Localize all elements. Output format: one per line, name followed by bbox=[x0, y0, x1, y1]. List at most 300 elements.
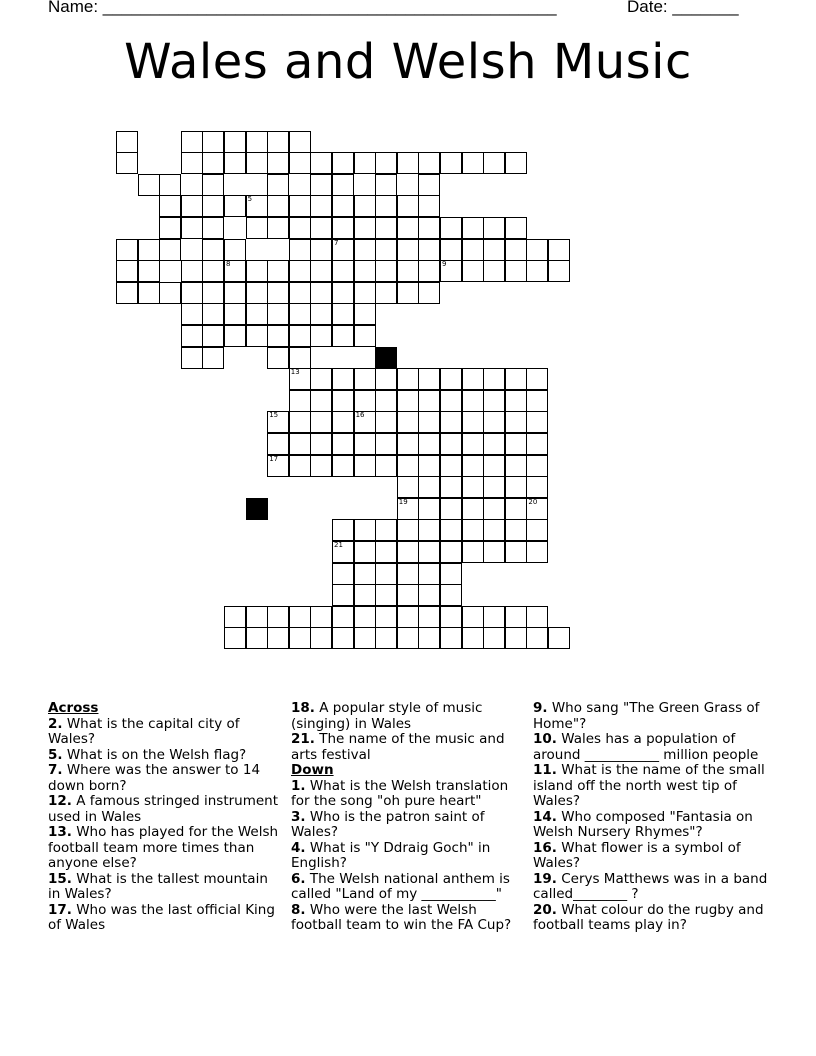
name-field-label: Name: ________________________________________________ bbox=[48, 0, 557, 16]
grid-cell[interactable] bbox=[483, 239, 505, 261]
grid-cell[interactable] bbox=[138, 282, 160, 304]
clue-item-number: 19. bbox=[533, 870, 557, 887]
grid-cell[interactable] bbox=[224, 282, 246, 304]
grid-cell[interactable] bbox=[375, 606, 397, 628]
grid-cell[interactable] bbox=[354, 606, 376, 628]
grid-cell[interactable] bbox=[181, 282, 203, 304]
grid-cell[interactable] bbox=[397, 476, 419, 498]
grid-cell[interactable] bbox=[462, 260, 484, 282]
grid-cell[interactable] bbox=[462, 368, 484, 390]
grid-cell[interactable] bbox=[310, 260, 332, 282]
grid-cell[interactable] bbox=[202, 282, 224, 304]
grid-cell[interactable] bbox=[397, 152, 419, 174]
grid-cell[interactable] bbox=[462, 152, 484, 174]
grid-cell[interactable] bbox=[332, 627, 354, 649]
grid-cell[interactable] bbox=[181, 303, 203, 325]
grid-cell[interactable] bbox=[548, 260, 570, 282]
grid-cell[interactable] bbox=[505, 152, 527, 174]
grid-cell[interactable] bbox=[548, 239, 570, 261]
grid-cell[interactable] bbox=[375, 260, 397, 282]
grid-cell[interactable] bbox=[267, 303, 289, 325]
grid-cell[interactable] bbox=[202, 325, 224, 347]
grid-cell[interactable] bbox=[462, 455, 484, 477]
grid-cell[interactable] bbox=[375, 195, 397, 217]
grid-cell[interactable] bbox=[224, 627, 246, 649]
grid-cell[interactable] bbox=[440, 239, 462, 261]
grid-cell[interactable] bbox=[332, 390, 354, 412]
grid-cell[interactable] bbox=[289, 195, 311, 217]
grid-cell[interactable] bbox=[332, 174, 354, 196]
grid-cell[interactable] bbox=[246, 195, 268, 217]
grid-cell[interactable] bbox=[526, 368, 548, 390]
grid-cell[interactable] bbox=[116, 282, 138, 304]
grid-cell[interactable] bbox=[418, 152, 440, 174]
grid-cell[interactable] bbox=[332, 195, 354, 217]
grid-cell[interactable] bbox=[418, 433, 440, 455]
grid-cell[interactable] bbox=[548, 627, 570, 649]
grid-cell[interactable] bbox=[418, 260, 440, 282]
grid-cell[interactable] bbox=[138, 239, 160, 261]
grid-cell[interactable] bbox=[332, 411, 354, 433]
grid-cell[interactable] bbox=[138, 174, 160, 196]
grid-cell[interactable] bbox=[440, 584, 462, 606]
grid-cell[interactable] bbox=[526, 519, 548, 541]
grid-cell[interactable] bbox=[505, 217, 527, 239]
grid-cell[interactable] bbox=[526, 498, 548, 520]
across-clue-list bbox=[48, 717, 280, 934]
grid-cell[interactable] bbox=[332, 239, 354, 261]
grid-cell[interactable] bbox=[483, 433, 505, 455]
clue-item-text: What is on the Welsh flag? bbox=[62, 746, 247, 763]
clue-number: 9 bbox=[442, 260, 447, 269]
grid-cell[interactable] bbox=[354, 519, 376, 541]
grid-cell[interactable] bbox=[267, 260, 289, 282]
grid-cell[interactable] bbox=[418, 368, 440, 390]
grid-cell[interactable] bbox=[310, 433, 332, 455]
grid-cell[interactable] bbox=[483, 519, 505, 541]
grid-cell[interactable] bbox=[354, 433, 376, 455]
grid-cell[interactable] bbox=[181, 347, 203, 369]
grid-cell[interactable] bbox=[375, 519, 397, 541]
grid-cell[interactable] bbox=[310, 174, 332, 196]
grid-cell[interactable] bbox=[418, 498, 440, 520]
grid-cell[interactable] bbox=[202, 174, 224, 196]
grid-cell[interactable] bbox=[418, 541, 440, 563]
grid-cell[interactable] bbox=[224, 239, 246, 261]
across-clue-list-continued bbox=[291, 701, 523, 763]
clue-item-text: What is the capital city of Wales? bbox=[48, 715, 240, 747]
grid-cell[interactable] bbox=[354, 325, 376, 347]
grid-cell[interactable] bbox=[332, 455, 354, 477]
grid-cell[interactable] bbox=[418, 239, 440, 261]
grid-cell[interactable] bbox=[224, 303, 246, 325]
grid-cell[interactable] bbox=[375, 563, 397, 585]
grid-cell[interactable] bbox=[246, 131, 268, 153]
grid-cell[interactable] bbox=[375, 411, 397, 433]
grid-cell[interactable] bbox=[375, 217, 397, 239]
grid-cell[interactable] bbox=[159, 239, 181, 261]
grid-cell[interactable] bbox=[440, 152, 462, 174]
clue-item-text: Where was the answer to 14 down born? bbox=[48, 762, 261, 794]
grid-cell[interactable] bbox=[159, 217, 181, 239]
grid-cell[interactable] bbox=[505, 411, 527, 433]
grid-cell[interactable] bbox=[440, 217, 462, 239]
grid-cell[interactable] bbox=[418, 563, 440, 585]
grid-cell[interactable] bbox=[397, 606, 419, 628]
grid-cell[interactable] bbox=[310, 627, 332, 649]
grid-cell[interactable] bbox=[440, 498, 462, 520]
grid-cell[interactable] bbox=[397, 498, 419, 520]
grid-cell[interactable] bbox=[116, 239, 138, 261]
grid-cell[interactable] bbox=[440, 411, 462, 433]
grid-cell[interactable] bbox=[267, 433, 289, 455]
grid-cell[interactable] bbox=[505, 455, 527, 477]
grid-cell[interactable] bbox=[397, 390, 419, 412]
grid-cell[interactable] bbox=[246, 627, 268, 649]
grid-cell[interactable] bbox=[462, 519, 484, 541]
grid-cell[interactable] bbox=[332, 368, 354, 390]
grid-cell[interactable] bbox=[202, 303, 224, 325]
grid-cell[interactable] bbox=[181, 217, 203, 239]
grid-cell[interactable] bbox=[246, 282, 268, 304]
grid-cell[interactable] bbox=[418, 584, 440, 606]
grid-cell[interactable] bbox=[397, 217, 419, 239]
grid-cell[interactable] bbox=[526, 390, 548, 412]
grid-cell[interactable] bbox=[354, 152, 376, 174]
grid-cell[interactable] bbox=[289, 455, 311, 477]
grid-cell[interactable] bbox=[116, 260, 138, 282]
clue-item-number: 14. bbox=[533, 808, 557, 825]
grid-cell[interactable] bbox=[159, 195, 181, 217]
grid-cell[interactable] bbox=[246, 152, 268, 174]
grid-cell[interactable] bbox=[397, 195, 419, 217]
grid-cell[interactable] bbox=[246, 260, 268, 282]
grid-cell[interactable] bbox=[505, 498, 527, 520]
clue-item bbox=[533, 732, 773, 763]
grid-cell[interactable] bbox=[397, 282, 419, 304]
grid-cell[interactable] bbox=[462, 390, 484, 412]
grid-cell[interactable] bbox=[483, 498, 505, 520]
grid-cell[interactable] bbox=[440, 541, 462, 563]
grid-cell[interactable] bbox=[483, 476, 505, 498]
grid-cell[interactable] bbox=[440, 433, 462, 455]
grid-cell[interactable] bbox=[483, 411, 505, 433]
grid-cell[interactable] bbox=[289, 627, 311, 649]
grid-cell[interactable] bbox=[418, 476, 440, 498]
grid-cell[interactable] bbox=[202, 152, 224, 174]
grid-cell[interactable] bbox=[440, 519, 462, 541]
grid-cell[interactable] bbox=[246, 303, 268, 325]
grid-cell[interactable] bbox=[397, 541, 419, 563]
grid-cell[interactable] bbox=[289, 368, 311, 390]
grid-cell[interactable] bbox=[224, 325, 246, 347]
grid-cell[interactable] bbox=[289, 239, 311, 261]
grid-cell[interactable] bbox=[224, 260, 246, 282]
grid-cell[interactable] bbox=[483, 627, 505, 649]
grid-cell[interactable] bbox=[440, 476, 462, 498]
grid-cell[interactable] bbox=[267, 282, 289, 304]
grid-cell[interactable] bbox=[375, 368, 397, 390]
grid-cell[interactable] bbox=[202, 347, 224, 369]
grid-cell[interactable] bbox=[526, 411, 548, 433]
grid-cell[interactable] bbox=[397, 627, 419, 649]
grid-cell[interactable] bbox=[267, 627, 289, 649]
grid-cell[interactable] bbox=[289, 282, 311, 304]
grid-cell[interactable] bbox=[418, 606, 440, 628]
grid-cell[interactable] bbox=[246, 325, 268, 347]
grid-cell[interactable] bbox=[397, 368, 419, 390]
grid-cell[interactable] bbox=[332, 541, 354, 563]
grid-cell[interactable] bbox=[332, 260, 354, 282]
grid-cell[interactable] bbox=[483, 260, 505, 282]
grid-cell[interactable] bbox=[397, 563, 419, 585]
grid-cell[interactable] bbox=[526, 606, 548, 628]
grid-cell[interactable] bbox=[159, 282, 181, 304]
grid-cell[interactable] bbox=[224, 195, 246, 217]
grid-cell[interactable] bbox=[483, 606, 505, 628]
grid-cell[interactable] bbox=[332, 282, 354, 304]
grid-cell[interactable] bbox=[526, 627, 548, 649]
grid-cell[interactable] bbox=[418, 174, 440, 196]
grid-cell[interactable] bbox=[310, 282, 332, 304]
grid-cell[interactable] bbox=[462, 217, 484, 239]
grid-cell[interactable] bbox=[440, 390, 462, 412]
grid-cell-black bbox=[246, 498, 268, 520]
grid-cell[interactable] bbox=[505, 433, 527, 455]
grid-cell[interactable] bbox=[505, 390, 527, 412]
grid-cell[interactable] bbox=[354, 217, 376, 239]
grid-cell[interactable] bbox=[483, 152, 505, 174]
grid-cell[interactable] bbox=[462, 627, 484, 649]
grid-cell[interactable] bbox=[202, 239, 224, 261]
grid-cell[interactable] bbox=[267, 131, 289, 153]
clue-item-text: The Welsh national anthem is called "Land of my ___________" bbox=[291, 870, 510, 902]
grid-cell[interactable] bbox=[418, 390, 440, 412]
grid-cell[interactable] bbox=[310, 325, 332, 347]
grid-cell[interactable] bbox=[418, 411, 440, 433]
grid-cell[interactable] bbox=[289, 347, 311, 369]
grid-cell[interactable] bbox=[483, 455, 505, 477]
grid-cell[interactable] bbox=[267, 411, 289, 433]
grid-cell[interactable] bbox=[375, 239, 397, 261]
grid-cell[interactable] bbox=[375, 174, 397, 196]
grid-cell[interactable] bbox=[310, 303, 332, 325]
clue-number: 18 bbox=[247, 497, 257, 506]
grid-cell[interactable] bbox=[181, 195, 203, 217]
grid-cell[interactable] bbox=[418, 627, 440, 649]
clue-item bbox=[291, 779, 523, 810]
grid-cell[interactable] bbox=[116, 131, 138, 153]
grid-cell[interactable] bbox=[181, 325, 203, 347]
grid-cell[interactable] bbox=[505, 606, 527, 628]
grid-cell[interactable] bbox=[181, 152, 203, 174]
grid-cell[interactable] bbox=[267, 174, 289, 196]
clue-item bbox=[291, 872, 523, 903]
grid-cell[interactable] bbox=[289, 433, 311, 455]
clue-item-number: 21. bbox=[291, 731, 315, 747]
grid-cell[interactable] bbox=[462, 239, 484, 261]
grid-cell[interactable] bbox=[202, 195, 224, 217]
grid-cell[interactable] bbox=[289, 325, 311, 347]
grid-cell[interactable] bbox=[267, 152, 289, 174]
grid-cell[interactable] bbox=[505, 260, 527, 282]
grid-cell[interactable] bbox=[332, 303, 354, 325]
grid-cell[interactable] bbox=[526, 239, 548, 261]
grid-cell[interactable] bbox=[462, 411, 484, 433]
grid-cell[interactable] bbox=[375, 541, 397, 563]
grid-cell[interactable] bbox=[224, 131, 246, 153]
grid-cell[interactable] bbox=[267, 325, 289, 347]
grid-cell[interactable] bbox=[202, 131, 224, 153]
grid-cell[interactable] bbox=[354, 282, 376, 304]
grid-cell[interactable] bbox=[332, 217, 354, 239]
grid-cell[interactable] bbox=[505, 368, 527, 390]
grid-cell[interactable] bbox=[375, 455, 397, 477]
grid-cell[interactable] bbox=[138, 260, 160, 282]
grid-cell[interactable] bbox=[310, 152, 332, 174]
grid-cell[interactable] bbox=[332, 584, 354, 606]
grid-cell[interactable] bbox=[354, 563, 376, 585]
grid-cell[interactable] bbox=[310, 217, 332, 239]
grid-cell[interactable] bbox=[310, 195, 332, 217]
grid-cell[interactable] bbox=[267, 217, 289, 239]
grid-cell[interactable] bbox=[289, 152, 311, 174]
grid-cell[interactable] bbox=[397, 455, 419, 477]
grid-cell[interactable] bbox=[505, 541, 527, 563]
grid-cell[interactable] bbox=[375, 627, 397, 649]
grid-cell[interactable] bbox=[526, 433, 548, 455]
grid-cell[interactable] bbox=[440, 455, 462, 477]
grid-cell[interactable] bbox=[202, 260, 224, 282]
grid-cell[interactable] bbox=[354, 195, 376, 217]
grid-cell[interactable] bbox=[375, 584, 397, 606]
grid-cell[interactable] bbox=[505, 239, 527, 261]
grid-cell[interactable] bbox=[397, 411, 419, 433]
grid-cell[interactable] bbox=[418, 217, 440, 239]
grid-cell[interactable] bbox=[354, 303, 376, 325]
grid-cell[interactable] bbox=[310, 411, 332, 433]
grid-cell[interactable] bbox=[440, 563, 462, 585]
grid-cell[interactable] bbox=[375, 152, 397, 174]
grid-cell[interactable] bbox=[246, 606, 268, 628]
grid-cell[interactable] bbox=[418, 195, 440, 217]
grid-cell[interactable] bbox=[289, 411, 311, 433]
clue-item-number: 11. bbox=[533, 762, 557, 778]
grid-cell[interactable] bbox=[354, 411, 376, 433]
grid-cell[interactable] bbox=[332, 325, 354, 347]
grid-cell[interactable] bbox=[440, 260, 462, 282]
clue-item-number: 8. bbox=[291, 901, 306, 918]
grid-cell[interactable] bbox=[310, 455, 332, 477]
grid-cell[interactable] bbox=[310, 390, 332, 412]
grid-cell[interactable] bbox=[289, 303, 311, 325]
page-title: Wales and Welsh Music bbox=[124, 34, 692, 90]
grid-cell[interactable] bbox=[224, 152, 246, 174]
grid-cell[interactable] bbox=[224, 606, 246, 628]
clue-item bbox=[291, 810, 523, 841]
grid-cell[interactable] bbox=[354, 541, 376, 563]
grid-cell[interactable] bbox=[526, 260, 548, 282]
grid-cell[interactable] bbox=[462, 541, 484, 563]
grid-cell[interactable] bbox=[332, 563, 354, 585]
grid-cell[interactable] bbox=[483, 217, 505, 239]
grid-cell[interactable] bbox=[332, 606, 354, 628]
grid-cell[interactable] bbox=[181, 260, 203, 282]
grid-cell[interactable] bbox=[310, 606, 332, 628]
grid-cell[interactable] bbox=[354, 390, 376, 412]
grid-cell[interactable] bbox=[483, 541, 505, 563]
grid-cell[interactable] bbox=[159, 174, 181, 196]
grid-cell[interactable] bbox=[397, 239, 419, 261]
grid-cell[interactable] bbox=[267, 195, 289, 217]
grid-cell[interactable] bbox=[289, 260, 311, 282]
grid-cell[interactable] bbox=[354, 627, 376, 649]
grid-cell[interactable] bbox=[483, 390, 505, 412]
grid-cell[interactable] bbox=[483, 368, 505, 390]
grid-cell[interactable] bbox=[375, 433, 397, 455]
grid-cell[interactable] bbox=[440, 627, 462, 649]
grid-cell[interactable] bbox=[505, 627, 527, 649]
grid-cell[interactable] bbox=[526, 455, 548, 477]
grid-cell[interactable] bbox=[375, 282, 397, 304]
grid-cell[interactable] bbox=[418, 519, 440, 541]
grid-cell[interactable] bbox=[116, 152, 138, 174]
grid-cell[interactable] bbox=[181, 131, 203, 153]
grid-cell[interactable] bbox=[289, 390, 311, 412]
grid-cell[interactable] bbox=[354, 239, 376, 261]
grid-cell[interactable] bbox=[354, 260, 376, 282]
grid-cell[interactable] bbox=[289, 131, 311, 153]
grid-cell[interactable] bbox=[267, 455, 289, 477]
grid-cell[interactable] bbox=[310, 368, 332, 390]
clue-number: 16 bbox=[355, 411, 365, 420]
grid-cell[interactable] bbox=[418, 282, 440, 304]
grid-cell[interactable] bbox=[505, 519, 527, 541]
grid-cell[interactable] bbox=[526, 476, 548, 498]
grid-cell[interactable] bbox=[462, 498, 484, 520]
grid-cell[interactable] bbox=[397, 519, 419, 541]
grid-cell[interactable] bbox=[267, 606, 289, 628]
clue-number: 17 bbox=[269, 454, 279, 463]
grid-cell[interactable] bbox=[375, 390, 397, 412]
grid-cell[interactable] bbox=[289, 217, 311, 239]
grid-cell[interactable] bbox=[332, 152, 354, 174]
grid-cell[interactable] bbox=[462, 606, 484, 628]
grid-cell[interactable] bbox=[246, 217, 268, 239]
grid-cell[interactable] bbox=[526, 541, 548, 563]
grid-cell[interactable] bbox=[310, 239, 332, 261]
grid-cell[interactable] bbox=[505, 476, 527, 498]
grid-cell[interactable] bbox=[354, 455, 376, 477]
grid-cell[interactable] bbox=[397, 260, 419, 282]
grid-cell[interactable] bbox=[332, 433, 354, 455]
grid-cell[interactable] bbox=[462, 476, 484, 498]
grid-cell[interactable] bbox=[440, 606, 462, 628]
grid-cell[interactable] bbox=[354, 368, 376, 390]
grid-cell[interactable] bbox=[418, 455, 440, 477]
clue-item-number: 15. bbox=[48, 870, 72, 887]
grid-cell[interactable] bbox=[440, 368, 462, 390]
clue-item-number: 6. bbox=[291, 870, 306, 887]
grid-cell[interactable] bbox=[397, 584, 419, 606]
grid-cell[interactable] bbox=[289, 606, 311, 628]
grid-cell[interactable] bbox=[462, 433, 484, 455]
grid-cell[interactable] bbox=[202, 217, 224, 239]
grid-cell[interactable] bbox=[354, 584, 376, 606]
grid-cell[interactable] bbox=[397, 433, 419, 455]
grid-cell[interactable] bbox=[332, 519, 354, 541]
grid-cell[interactable] bbox=[267, 347, 289, 369]
